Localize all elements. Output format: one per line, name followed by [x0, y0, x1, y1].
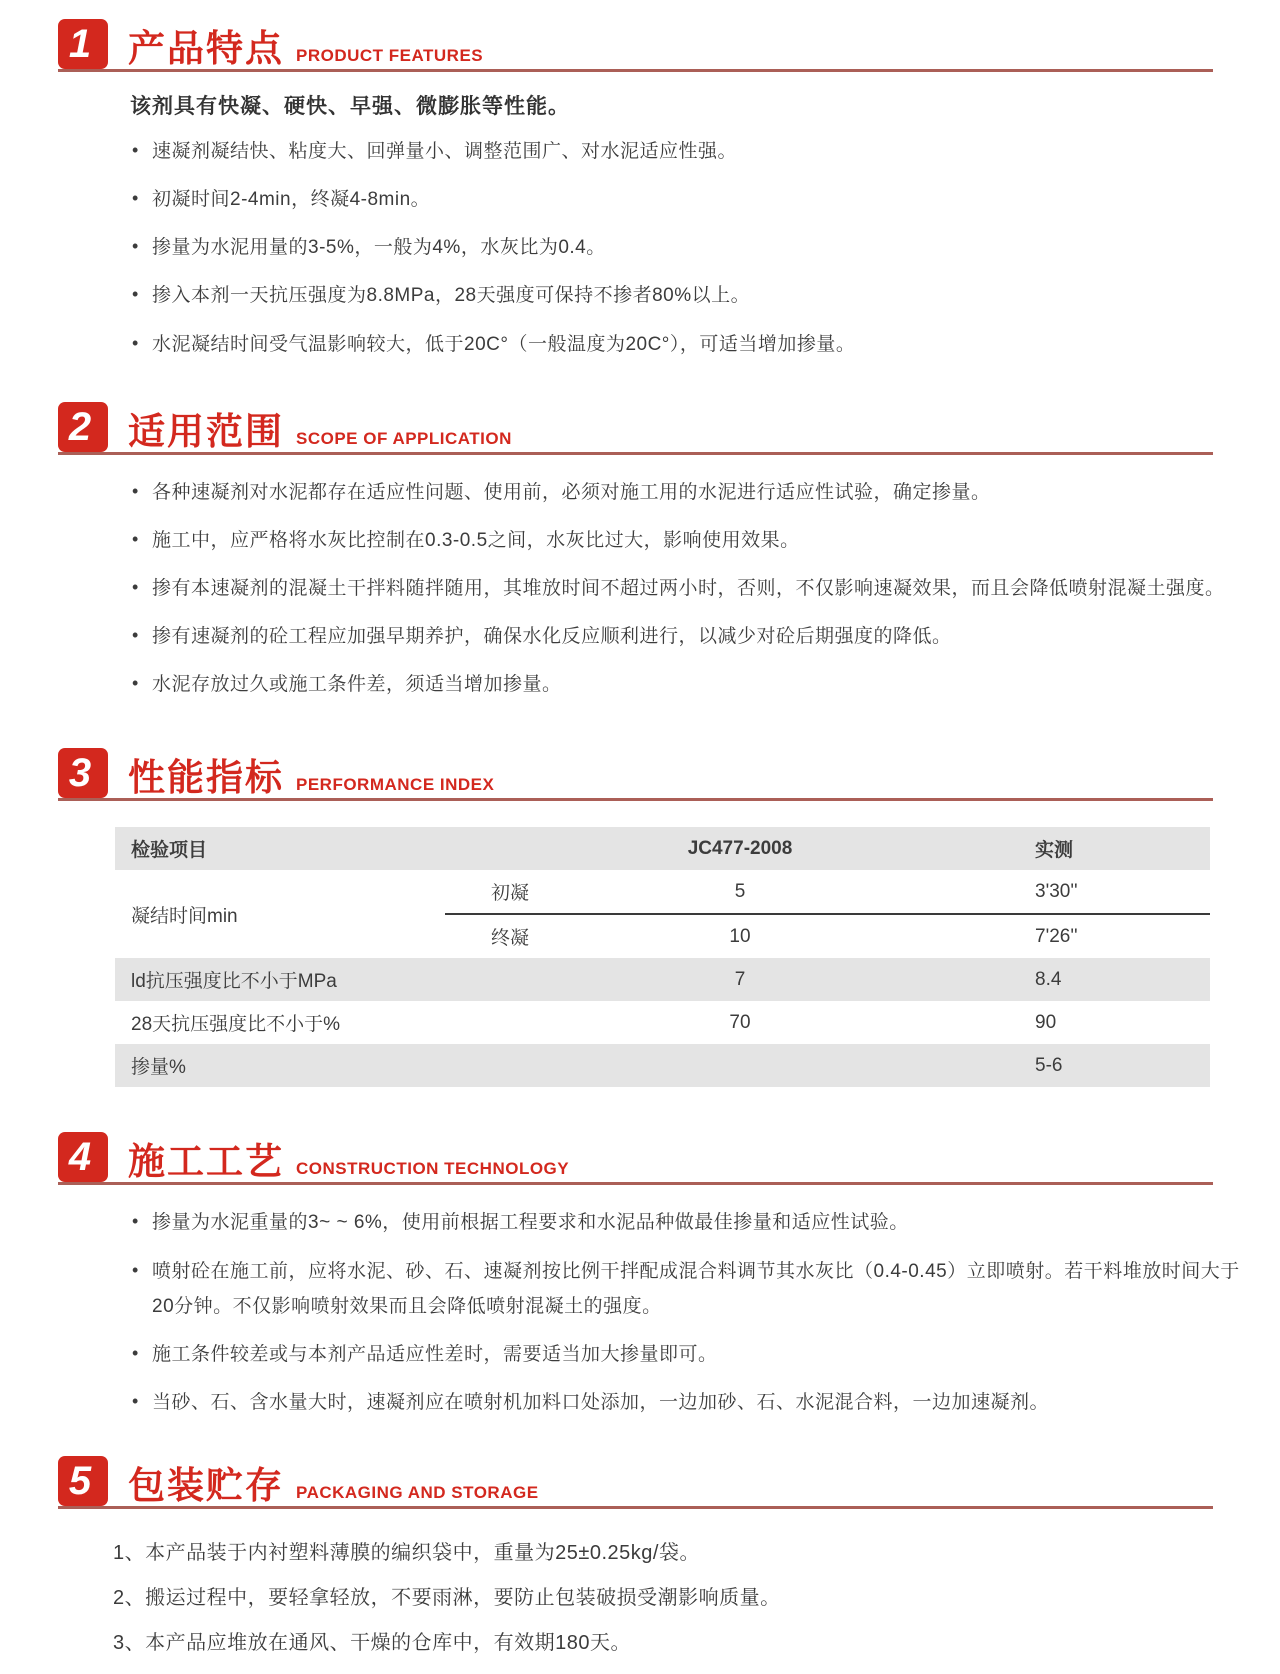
list-item: • 初凝时间2-4min，终凝4-8min。 [130, 182, 1240, 217]
performance-table [115, 827, 1210, 1087]
list-item: • 速凝剂凝结快、粘度大、回弹量小、调整范围广、对水泥适应性强。 [130, 134, 1240, 169]
list-item: • 掺有本速凝剂的混凝土干拌料随拌随用，其堆放时间不超过两小时，否则，不仅影响速凝效果，而且会降低喷射混凝土强度。 [130, 571, 1240, 606]
section-title-zh: 施工工艺 [128, 1141, 284, 1183]
row-standard-value: 70 [729, 1011, 751, 1033]
section-title-zh: 性能指标 [128, 757, 284, 799]
bullet-list [130, 475, 1240, 703]
list-item: • 施工条件较差或与本剂产品适应性差时，需要适当加大掺量即可。 [130, 1337, 1240, 1372]
table-header-item: 检验项目 [131, 840, 208, 862]
section-intro: 该剂具有快凝、硬快、早强、微膨胀等性能。 [130, 95, 570, 118]
section-header [58, 1457, 1213, 1509]
section-number-badge: 1 [58, 19, 108, 69]
section-title-en: CONSTRUCTION TECHNOLOGY [296, 1159, 570, 1179]
table-row-dosage [115, 1044, 1210, 1087]
row-standard-value: 7 [734, 968, 746, 990]
list-item: • 掺量为水泥用量的3-5%，一般为4%，水灰比为0.4。 [130, 230, 1240, 265]
table-header-standard: JC477-2008 [687, 837, 793, 859]
row-measured-value: 5-6 [1035, 1054, 1063, 1076]
row-standard-value: 10 [575, 914, 905, 958]
table-header-row [115, 827, 1210, 870]
table-row-1d-strength [115, 958, 1210, 1001]
section-packaging-storage [58, 1457, 1280, 1658]
list-item: • 水泥存放过久或施工条件差，须适当增加掺量。 [130, 667, 1240, 702]
section-number-badge: 4 [58, 1132, 108, 1182]
bullet-list [130, 134, 1240, 362]
section-header [58, 403, 1213, 455]
section-number-badge: 2 [58, 402, 108, 452]
list-item: • 掺有速凝剂的砼工程应加强早期养护，确保水化反应顺利进行，以减少对砼后期强度的降低。 [130, 619, 1240, 654]
section-title-en: SCOPE OF APPLICATION [296, 428, 512, 448]
table-row-initial-setting [115, 870, 1210, 914]
list-item: 3、本产品应堆放在通风、干燥的仓库中，有效期180天。 [113, 1632, 631, 1655]
section-title-en: PACKAGING AND STORAGE [296, 1483, 539, 1503]
section-title-zh: 适用范围 [128, 410, 284, 452]
row-item-label: 掺量% [131, 1057, 186, 1079]
table-row-28d-strength [115, 1001, 1210, 1044]
row-measured-value: 3'30'' [1035, 880, 1078, 902]
list-item: • 施工中，应严格将水灰比控制在0.3-0.5之间，水灰比过大，影响使用效果。 [130, 523, 1240, 558]
section-title-en: PRODUCT FEATURES [296, 46, 484, 65]
section-header [58, 20, 1213, 72]
section-performance-index [58, 749, 1280, 1087]
row-measured-value: 7'26'' [905, 914, 1210, 958]
setting-time-label: 凝结时间min [131, 905, 238, 927]
table-header-measured: 实测 [1035, 840, 1074, 862]
list-item: • 当砂、石、含水量大时，速凝剂应在喷射机加料口处添加，一边加砂、石、水泥混合料，一边加速凝剂。 [130, 1385, 1240, 1420]
list-item: • 水泥凝结时间受气温影响较大，低于20C°（一般温度为20C°），可适当增加掺量。 [130, 327, 1240, 362]
list-item: 1、本产品装于内衬塑料薄膜的编织袋中，重量为25±0.25kg/袋。 [113, 1542, 700, 1565]
section-title-zh: 产品特点 [128, 28, 284, 69]
row-standard-value [575, 1044, 905, 1087]
row-sub-label: 终凝 [445, 914, 575, 958]
row-sub-label: 初凝 [490, 883, 529, 905]
section-header [58, 749, 1213, 801]
row-measured-value: 90 [1035, 1011, 1057, 1033]
list-item: • 掺入本剂一天抗压强度为8.8MPa，28天强度可保持不掺者80%以上。 [130, 278, 1240, 313]
row-standard-value: 5 [734, 880, 746, 902]
section-number-badge: 5 [58, 1456, 108, 1506]
section-title-zh: 包装贮存 [128, 1465, 284, 1507]
row-item-label: ld抗压强度比不小于MPa [131, 971, 337, 993]
section-construction-technology [58, 1133, 1280, 1420]
list-item: • 掺量为水泥重量的3~ ~ 6%，使用前根据工程要求和水泥品种做最佳掺量和适应性试验。 [130, 1205, 1240, 1240]
list-item: • 喷射砼在施工前，应将水泥、砂、石、速凝剂按比例干拌配成混合料调节其水灰比（0.4-0.45）立即喷射。若干料堆放时间大于20分钟。不仅影响喷射效果而且会降低喷射混凝土的强度。 [130, 1254, 1240, 1324]
section-title-en: PERFORMANCE INDEX [296, 775, 495, 795]
section-header [58, 1133, 1213, 1185]
bullet-list [130, 1205, 1240, 1420]
list-item: • 各种速凝剂对水泥都存在适应性问题、使用前，必须对施工用的水泥进行适应性试验，确定掺量。 [130, 475, 1240, 510]
numbered-list [113, 1539, 1223, 1658]
list-item: 2、搬运过程中，要轻拿轻放，不要雨淋，要防止包装破损受潮影响质量。 [113, 1587, 781, 1610]
row-item-label: 28天抗压强度比不小于% [131, 1014, 341, 1036]
section-product-features [58, 20, 1280, 362]
section-number-badge: 3 [58, 748, 108, 798]
section-scope-of-application [58, 403, 1280, 703]
row-measured-value: 8.4 [1035, 968, 1062, 990]
